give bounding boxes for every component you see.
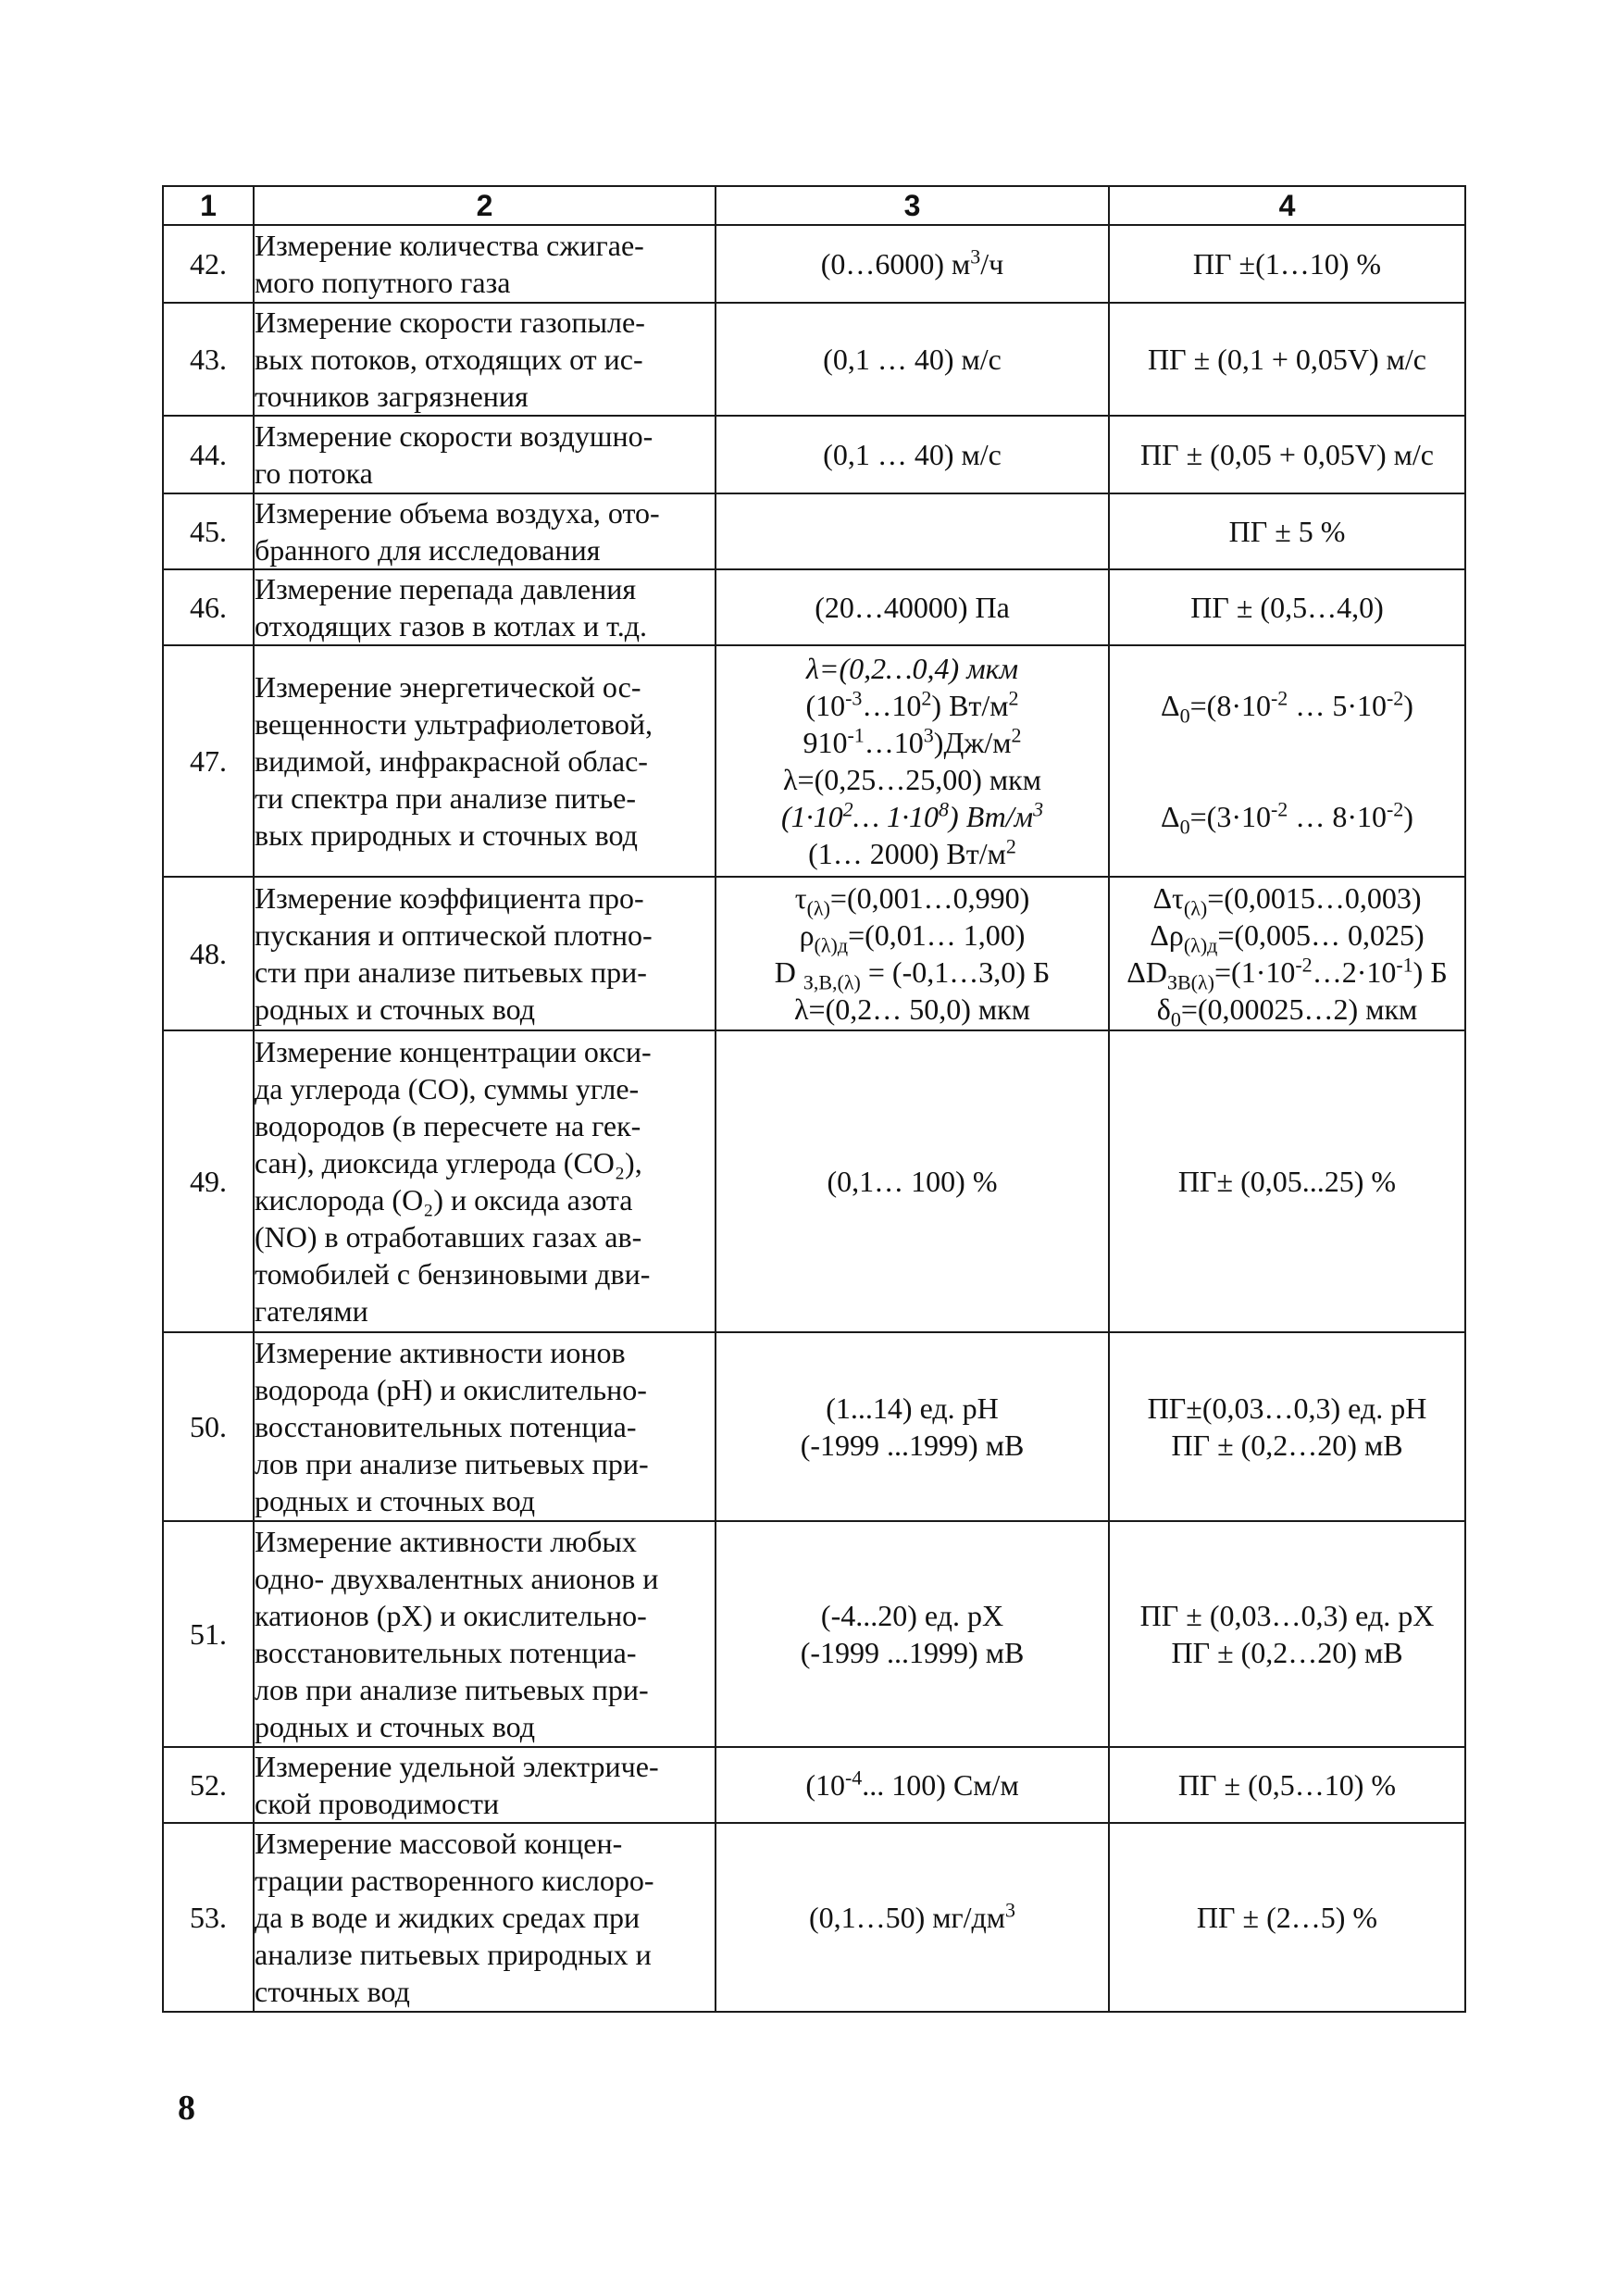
row-description: Измерение активности ионов водорода (рН) и окислительно- восстановительных потенциа- лов при анализе питьевых при- родных и сточных вод: [254, 1332, 716, 1521]
row-error: ПГ ± (2…5) %: [1109, 1823, 1465, 2012]
row-range: (20…40000) Па: [716, 569, 1109, 645]
specifications-table: [162, 185, 1466, 2013]
row-description: Измерение удельной электриче- ской проводимости: [254, 1747, 716, 1823]
row-error: ПГ ± (0,1 + 0,05V) м/с: [1109, 303, 1465, 416]
row-number: 46.: [163, 569, 254, 645]
row-description: Измерение энергетической ос- вещенности ультрафиолетовой, видимой, инфракрасной облас- ти спектра при анализе питье- вых природных и сточных вод: [254, 645, 716, 877]
table-row: [163, 569, 1465, 645]
row-range: (0…6000) $м^3/ч$: [716, 225, 1109, 303]
row-description: Измерение скорости воздушно- го потока: [254, 416, 716, 493]
row-range: (0,1 … 40) м/с: [716, 303, 1109, 416]
table-row: [163, 1823, 1465, 2012]
table-row: [163, 877, 1465, 1030]
row-description: Измерение активности любых одно- двухвалентных анионов и катионов (рХ) и окислительно- восстановительных потенциа- лов при анализе питьевых при- родных и сточных вод: [254, 1521, 716, 1747]
row-range: (-4...20) ед. рХ (-1999 ...1999) мВ: [716, 1521, 1109, 1747]
table-row: [163, 1332, 1465, 1521]
row-number: 43.: [163, 303, 254, 416]
row-description: Измерение скорости газопыле- вых потоков, отходящих от ис- точников загрязнения: [254, 303, 716, 416]
table-row: [163, 303, 1465, 416]
row-error: ПГ ± (0,5…4,0): [1109, 569, 1465, 645]
row-number: 47.: [163, 645, 254, 877]
row-description: Измерение коэффициента про- пускания и оптической плотно- сти при анализе питьевых при- родных и сточных вод: [254, 877, 716, 1030]
row-number: 49.: [163, 1030, 254, 1332]
row-range: (0,1 … 40) м/с: [716, 416, 1109, 493]
row-number: 51.: [163, 1521, 254, 1747]
row-error: ПГ± (0,05...25) %: [1109, 1030, 1465, 1332]
column-header: 3: [716, 186, 1109, 225]
table-row: [163, 416, 1465, 493]
row-error: ПГ ± (0,03…0,3) ед. рХ ПГ ± (0,2…20) мВ: [1109, 1521, 1465, 1747]
row-description: Измерение объема воздуха, ото- бранного для исследования: [254, 493, 716, 569]
header-row: [163, 186, 1465, 225]
row-error: ПГ±(0,03…0,3) ед. рН ПГ ± (0,2…20) мВ: [1109, 1332, 1465, 1521]
row-range: (0,1… 100) %: [716, 1030, 1109, 1332]
row-range: (0,1…50) $мг/дм^3$: [716, 1823, 1109, 2012]
row-number: 45.: [163, 493, 254, 569]
table-row: [163, 493, 1465, 569]
table-row: [163, 645, 1465, 877]
row-error: $\Delta_0=(8\cdot 10^{-2}$ … $5\cdot 10^{-2}$) $\Delta_0=(3\cdot 10^{-2}$ … $8\cdot 10^{-2}$): [1109, 645, 1465, 877]
page-number: 8: [178, 2089, 195, 2128]
row-number: 42.: [163, 225, 254, 303]
row-number: 53.: [163, 1823, 254, 2012]
row-range: [716, 493, 1109, 569]
row-number: 52.: [163, 1747, 254, 1823]
row-range: (1...14) ед. рН (-1999 ...1999) мВ: [716, 1332, 1109, 1521]
row-description: Измерение концентрации окси- да углерода (СО), суммы угле- водородов (в пересчете на гек- сан), диоксида углерода (СО₂), кислорода (О₂) и оксида азота (NO) в отработавших газах ав- томобилей с бензиновыми дви- гателями: [254, 1030, 716, 1332]
row-range: $\tau_{(\lambda)}=(0,001\dots 0,990)$ $\rho_{(\lambda)д}=(0,01\dots$ 1,00) D $_{З,В,(\lambda)}$ = (-0,1…3,0) Б λ=(0,2… 50,0) мкм: [716, 877, 1109, 1030]
table-row: [163, 1747, 1465, 1823]
row-range: λ=(0,2…0,4) мкм $(10^{-3}\dots 10^2)$ $Вт/м^2$ $910^{-1}\dots 10^3)Дж/м^2$ λ=(0,25…25,00) мкм ($1\cdot 10^2\dots$ $1\cdot 10^8$) $Вт/м^3$ (1… 2000) $Вт/м^2$: [716, 645, 1109, 877]
row-error: $\Delta\tau_{(\lambda)}=(0,0015\dots 0,003)$ $\Delta\rho_{(\lambda)д}=(0,005\dots$ 0,025) $\Delta D_{ЗВ(\lambda)}=(1\cdot 10^{-2}\dots 2\cdot 10^{-1})$ Б $\delta_0=(0,00025\dots 2)$ мкм: [1109, 877, 1465, 1030]
column-header: 1: [163, 186, 254, 225]
row-number: 44.: [163, 416, 254, 493]
table-row: [163, 1521, 1465, 1747]
row-number: 48.: [163, 877, 254, 1030]
row-error: ПГ ± (0,05 + 0,05V) м/с: [1109, 416, 1465, 493]
column-header: 4: [1109, 186, 1465, 225]
row-error: ПГ ±(1…10) %: [1109, 225, 1465, 303]
table-row: [163, 225, 1465, 303]
row-number: 50.: [163, 1332, 254, 1521]
row-error: ПГ ± 5 %: [1109, 493, 1465, 569]
column-header: 2: [254, 186, 716, 225]
table-row: [163, 1030, 1465, 1332]
row-description: Измерение количества сжигае- мого попутного газа: [254, 225, 716, 303]
row-description: Измерение перепада давления отходящих газов в котлах и т.д.: [254, 569, 716, 645]
row-error: ПГ ± (0,5…10) %: [1109, 1747, 1465, 1823]
row-description: Измерение массовой концен- трации растворенного кислоро- да в воде и жидких средах при анализе питьевых природных и сточных вод: [254, 1823, 716, 2012]
row-range: ($10^{-4}$... 100) См/м: [716, 1747, 1109, 1823]
